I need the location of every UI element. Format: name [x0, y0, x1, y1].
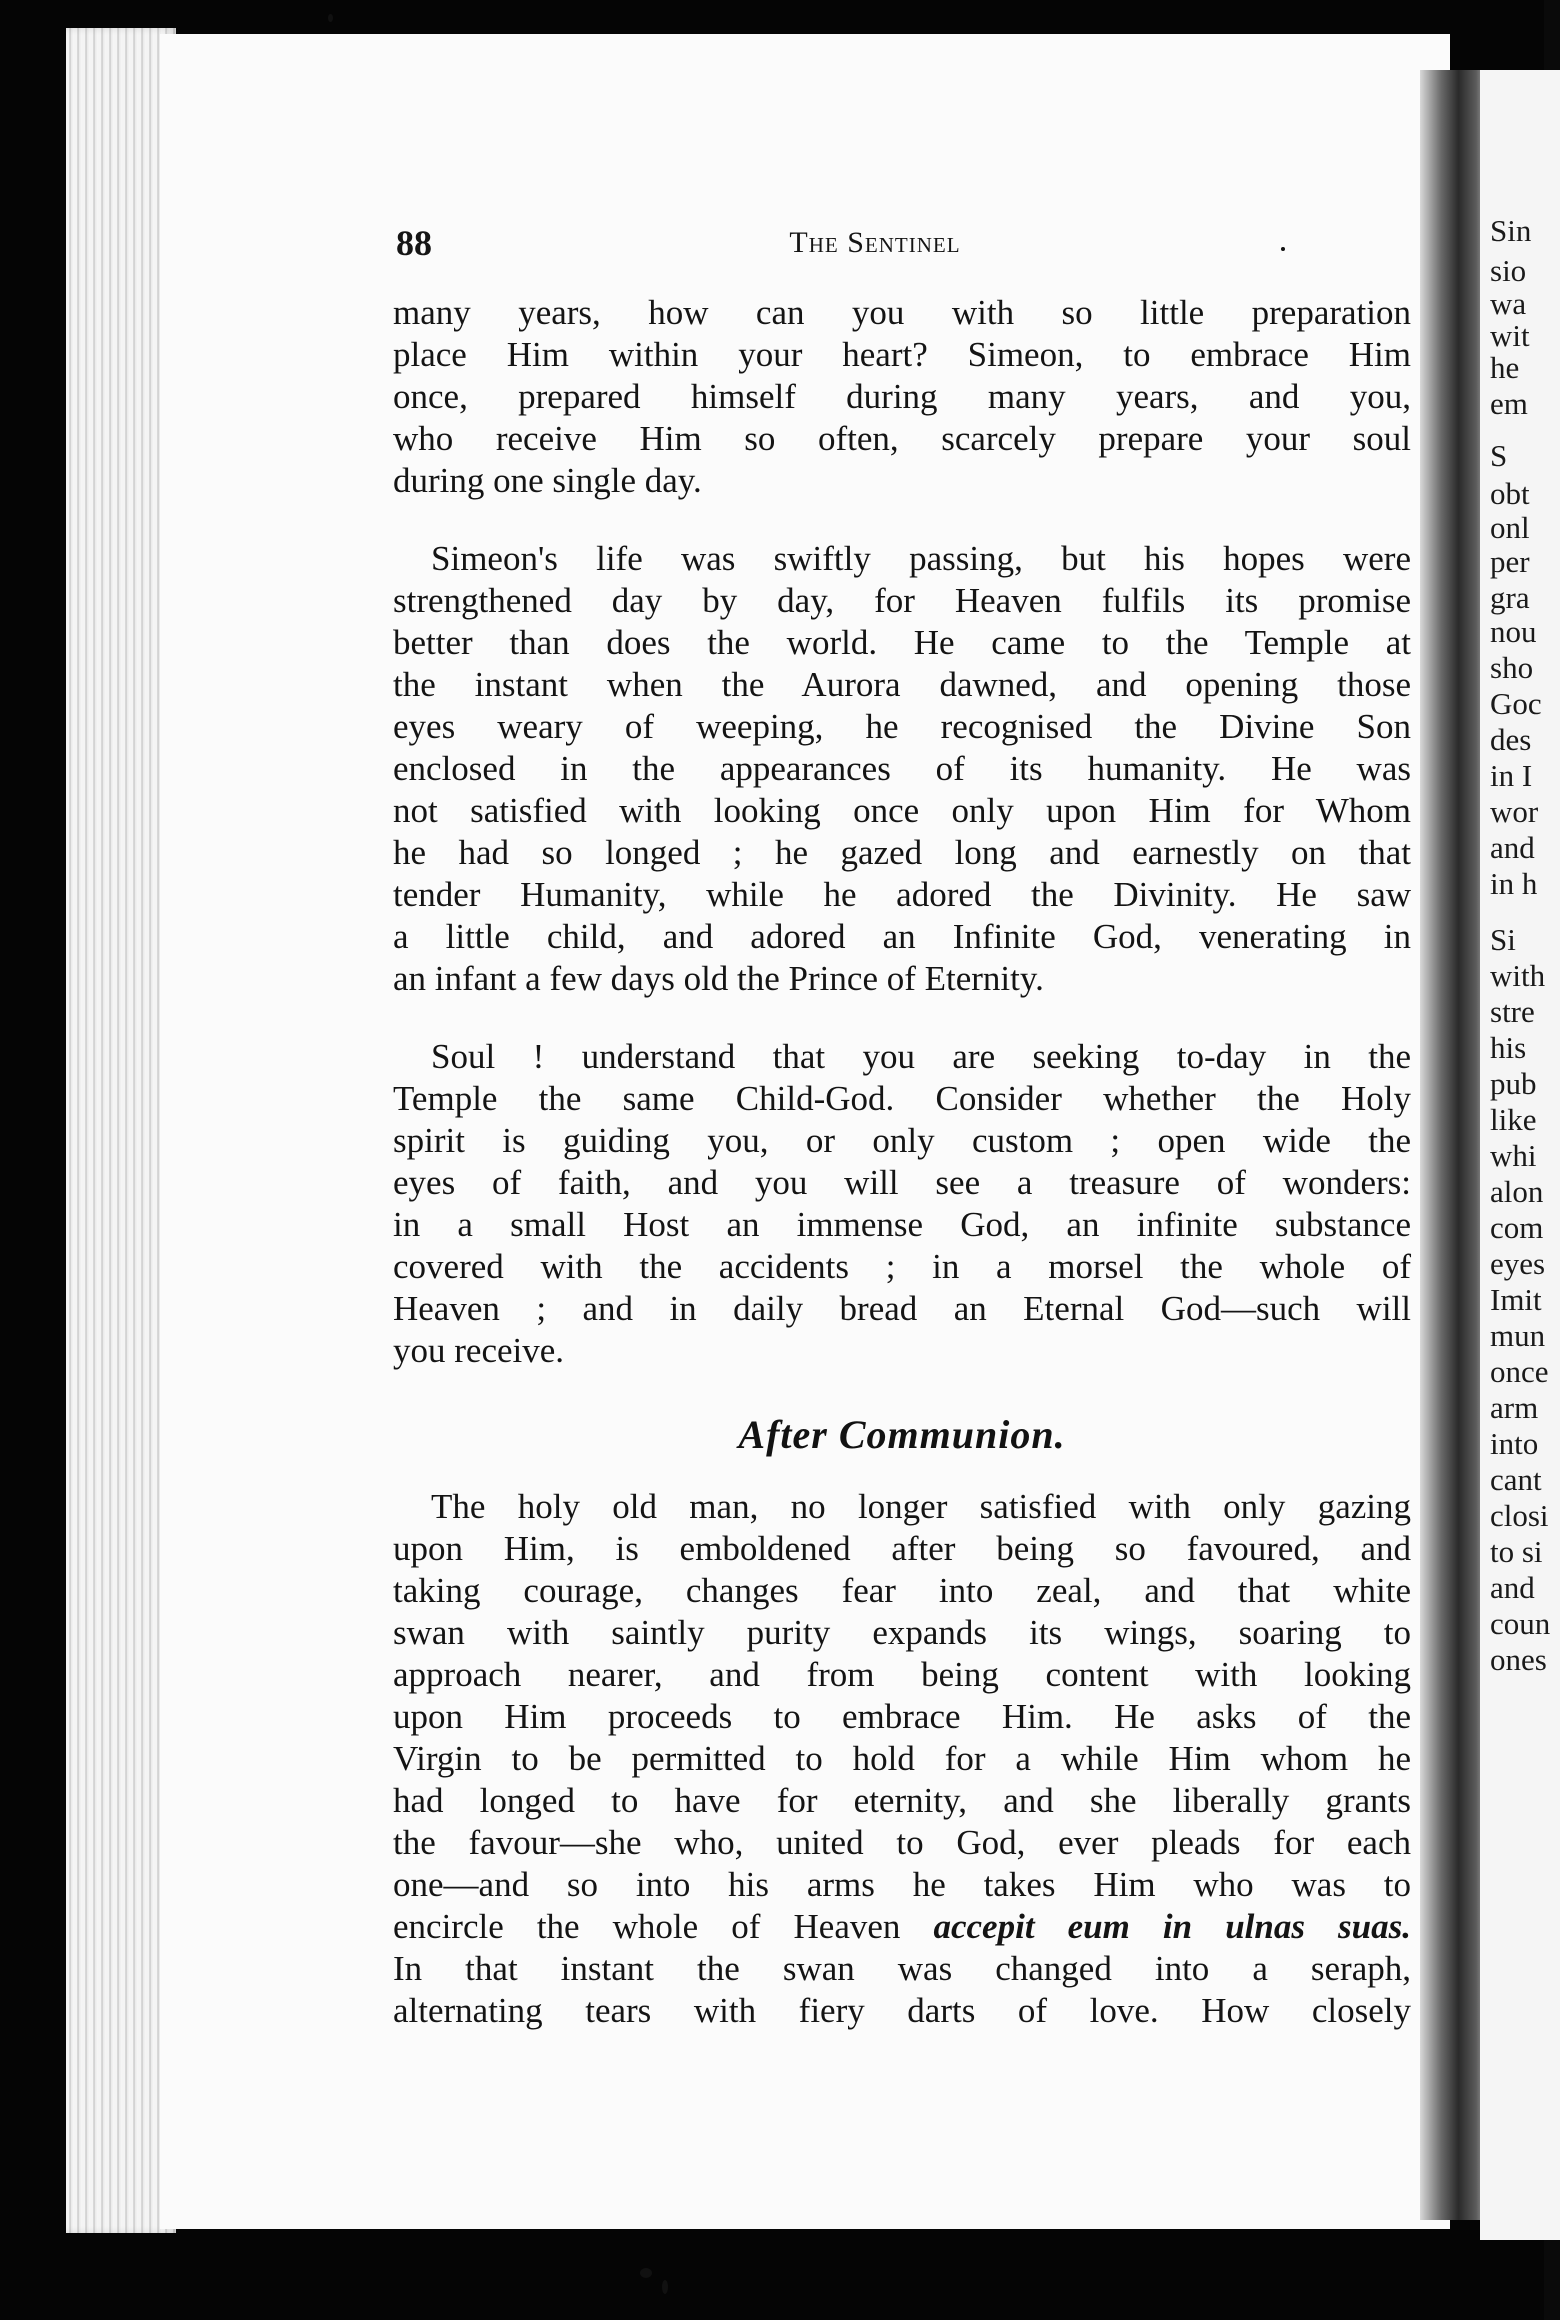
- running-head: [390, 222, 1400, 262]
- text-line: better than does the world. He came to the Temple at: [393, 623, 1411, 662]
- facing-page-fragment: cant: [1490, 1462, 1542, 1497]
- text-line: upon Him, is emboldened after being so favoured, and: [393, 1529, 1411, 1568]
- text-line: alternating tears with fiery darts of love. How closely: [393, 1991, 1411, 2030]
- text-line: [393, 1906, 1411, 1948]
- text-line: Heaven ; and in daily bread an Eternal God—such will: [393, 1289, 1411, 1328]
- facing-page-fragment: alon: [1490, 1174, 1544, 1209]
- facing-page-fragment: and: [1490, 1570, 1535, 1605]
- text-line: Virgin to be permitted to hold for a while Him whom he: [393, 1739, 1411, 1778]
- facing-page-fragment: his: [1490, 1030, 1527, 1065]
- text-fragment: encircle the whole of Heaven: [393, 1907, 934, 1946]
- facing-page-fragment: des: [1490, 722, 1532, 757]
- text-line: The holy old man, no longer satisfied with only gazing: [431, 1487, 1411, 1526]
- facing-page-fragment: mun: [1490, 1318, 1546, 1353]
- text-line: he had so longed ; he gazed long and earnestly on that: [393, 833, 1411, 872]
- text-line: approach nearer, and from being content with looking: [393, 1655, 1411, 1694]
- facing-page-fragment: wa: [1490, 286, 1527, 321]
- text-line: swan with saintly purity expands its wings, soaring to: [393, 1613, 1411, 1652]
- facing-page-fragment: into: [1490, 1426, 1539, 1461]
- text-line: spirit is guiding you, or only custom ; open wide the: [393, 1121, 1411, 1160]
- facing-page-fragment: sho: [1490, 650, 1534, 685]
- paragraph-2: [393, 538, 1411, 1000]
- text-line: the favour—she who, united to God, ever pleads for each: [393, 1823, 1411, 1862]
- scan-speck: [328, 14, 333, 22]
- facing-page-fragment: Sin: [1490, 213, 1532, 248]
- facing-page-fragment: and: [1490, 830, 1535, 865]
- facing-page-fragment: Si: [1490, 922, 1516, 957]
- text-line: covered with the accidents ; in a morsel the whole of: [393, 1247, 1411, 1286]
- text-line: during one single day.: [393, 461, 702, 500]
- facing-page-fragment: Imit: [1490, 1282, 1542, 1317]
- facing-page-fragment: he: [1490, 350, 1520, 385]
- facing-page-fragment: once: [1490, 1354, 1549, 1389]
- text-line: many years, how can you with so little preparation: [393, 293, 1411, 332]
- facing-page: [1480, 70, 1560, 2240]
- facing-page-fragment: S: [1490, 438, 1508, 473]
- text-line: place Him within your heart? Simeon, to embrace Him: [393, 335, 1411, 374]
- facing-page-fragment: in h: [1490, 866, 1538, 901]
- facing-page-fragment: with: [1490, 958, 1546, 993]
- latin-quotation: accepit eum in ulnas suas.: [933, 1907, 1412, 1946]
- text-line: had longed to have for eternity, and she liberally grants: [393, 1781, 1411, 1820]
- text-line: Simeon's life was swiftly passing, but his hopes were: [431, 539, 1411, 578]
- text-line: you receive.: [393, 1331, 565, 1370]
- facing-page-fragment: em: [1490, 386, 1528, 421]
- text-line: taking courage, changes fear into zeal, and that white: [393, 1571, 1411, 1610]
- text-line: once, prepared himself during many years, and you,: [393, 377, 1411, 416]
- facing-page-fragment: Goc: [1490, 686, 1542, 721]
- facing-page-fragment: closi: [1490, 1498, 1549, 1533]
- text-line: who receive Him so often, scarcely prepare your soul: [393, 419, 1411, 458]
- text-line: In that instant the swan was changed into a seraph,: [393, 1949, 1411, 1988]
- facing-page-fragment: com: [1490, 1210, 1544, 1245]
- facing-page-fragment: sio: [1490, 253, 1527, 288]
- running-title: The Sentinel: [789, 226, 961, 259]
- facing-page-fragment: like: [1490, 1102, 1537, 1137]
- scan-speck: [640, 2268, 652, 2278]
- paragraph-4: [393, 1486, 1411, 2032]
- body-text: [393, 292, 1411, 2068]
- page-number: 88: [396, 223, 432, 263]
- scan-speck: [662, 2280, 668, 2294]
- text-line: not satisfied with looking once only upon Him for Whom: [393, 791, 1411, 830]
- facing-page-fragment: per: [1490, 544, 1530, 579]
- facing-page-fragment: wor: [1490, 794, 1539, 829]
- text-line: in a small Host an immense God, an infinite substance: [393, 1205, 1411, 1244]
- facing-page-fragment: obt: [1490, 476, 1530, 511]
- facing-page-fragment: pub: [1490, 1066, 1537, 1101]
- text-line: a little child, and adored an Infinite God, venerating in: [393, 917, 1411, 956]
- facing-page-fragment: in I: [1490, 758, 1533, 793]
- section-heading: After Communion.: [738, 1412, 1066, 1457]
- text-line: tender Humanity, while he adored the Divinity. He saw: [393, 875, 1411, 914]
- text-line: strengthened day by day, for Heaven fulfils its promise: [393, 581, 1411, 620]
- facing-page-fragment: arm: [1490, 1390, 1539, 1425]
- facing-page-fragment: to si: [1490, 1534, 1543, 1569]
- facing-page-fragment: stre: [1490, 994, 1535, 1029]
- text-line: the instant when the Aurora dawned, and opening those: [393, 665, 1411, 704]
- text-line: one—and so into his arms he takes Him who was to: [393, 1865, 1411, 1904]
- text-line: an infant a few days old the Prince of Eternity.: [393, 959, 1044, 998]
- facing-page-fragment: wit: [1490, 318, 1530, 353]
- facing-page-fragment: onl: [1490, 510, 1530, 545]
- text-line: eyes of faith, and you will see a treasure of wonders:: [393, 1163, 1411, 1202]
- text-line: Soul ! understand that you are seeking to-day in the: [431, 1037, 1411, 1076]
- text-line: enclosed in the appearances of its humanity. He was: [393, 749, 1411, 788]
- facing-page-fragment: eyes: [1490, 1246, 1546, 1281]
- paragraph-1: [393, 292, 1411, 502]
- facing-page-fragment: ones: [1490, 1642, 1547, 1677]
- text-line: eyes weary of weeping, he recognised the Divine Son: [393, 707, 1411, 746]
- text-line: upon Him proceeds to embrace Him. He asks of the: [393, 1697, 1411, 1736]
- facing-page-fragment: coun: [1490, 1606, 1551, 1641]
- text-line: Temple the same Child-God. Consider whether the Holy: [393, 1079, 1411, 1118]
- facing-page-fragment: nou: [1490, 614, 1537, 649]
- facing-page-fragment: gra: [1490, 580, 1530, 615]
- paragraph-3: [393, 1036, 1411, 1372]
- facing-page-fragment: whi: [1490, 1138, 1537, 1173]
- scan-speck: [1281, 247, 1285, 251]
